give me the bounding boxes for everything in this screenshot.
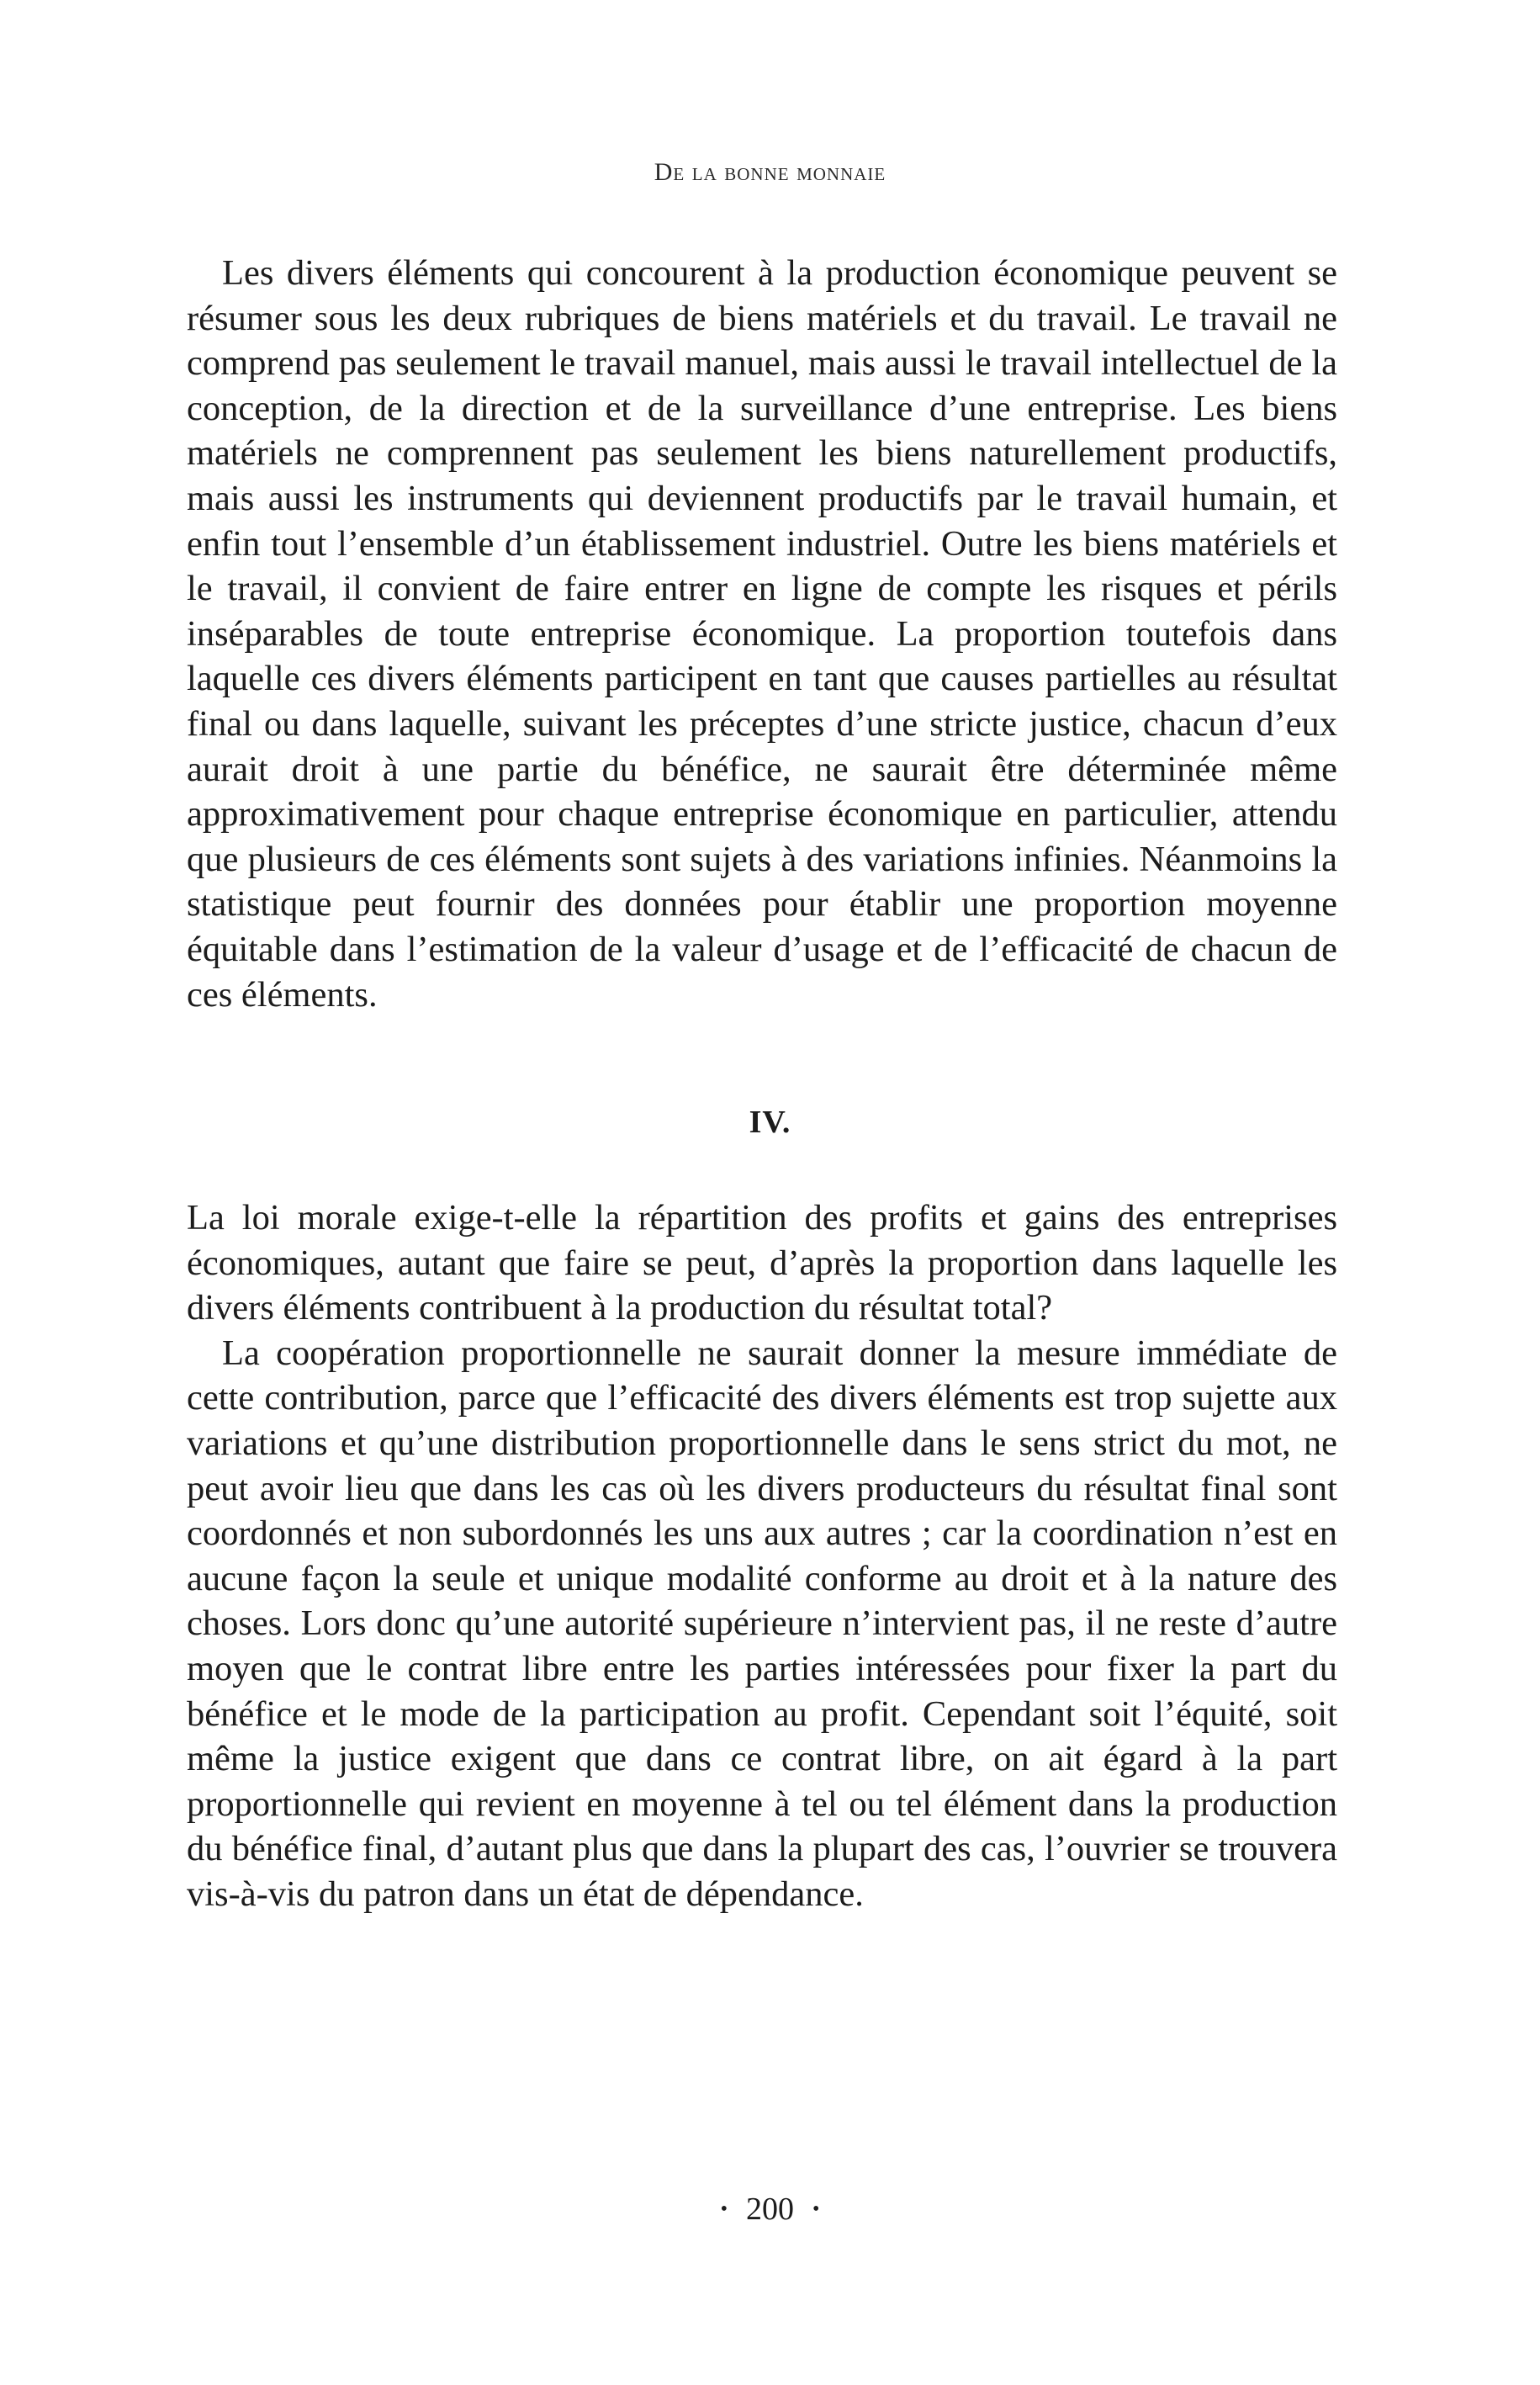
paragraph: Les divers éléments qui concourent à la production économique peuvent se résumer sous les deux rubriques de biens matériels et du travail. Le travail ne comprend pas seulement le travail manuel, mais aussi le travail intellectuel de la conception, de la direction et de la surveillance d’une entreprise. Les biens matériels ne comprennent pas seulement les biens naturellement productifs, mais aussi les instruments qui deviennent productifs par le travail humain, et enfin tout l’ensemble d’un établissement industriel. Outre les biens matériels et le travail, il convient de faire entrer en ligne de compte les risques et périls inséparables de toute entreprise économique. La proportion toutefois dans laquelle ces divers éléments participent en tant que causes partielles au résultat final ou dans laquelle, suivant les préceptes d’une stricte justice, chacun d’eux aurait droit à une partie du bénéfice, ne saurait être déterminée même approximativement pour chaque entreprise économique en particulier, attendu que plusieurs de ces éléments sont sujets à des variations infinies. Néanmoins la statistique peut fournir des données pour établir une proportion moyenne équitable dans l’estimation de la valeur d’usage et de l’efficacité de chacun de ces éléments. xyxy=(187,253,1337,1015)
page-number: 200 xyxy=(746,2192,794,2227)
running-head: De la bonne monnaie xyxy=(654,158,886,186)
section-body-second xyxy=(187,1195,1337,1917)
paragraph: La coopération proportionnelle ne saurait donner la mesure immédiate de cette contribution, parce que l’efficacité des divers éléments est trop sujette aux variations et qu’une distribution proportionnelle dans le sens strict du mot, ne peut avoir lieu que dans les cas où les divers producteurs du résultat final sont coordonnés et non subordonnés les uns aux autres ; car la coordination n’est en aucune façon la seule et unique modalité conforme au droit et à la nature des choses. Lors donc qu’une autorité supérieure n’intervient pas, il ne reste d’autre moyen que le contrat libre entre les parties intéressées pour fixer la part du bénéfice et le mode de la participation au profit. Cependant soit l’équité, soit même la justice exigent que dans ce contrat libre, on ait égard à la part proportionnelle qui revient en moyenne à tel ou tel élément dans la production du bénéfice final, d’autant plus que dans la plupart des cas, l’ouvrier se trouvera vis-à-vis du patron dans un état de dépendance. xyxy=(187,1333,1337,1914)
bullet-ornament: • xyxy=(812,2197,820,2220)
paragraph: La loi morale exige-t-elle la répartition des profits et gains des entreprises économiques, autant que faire se peut, d’après la proportion dans laquelle les divers éléments contribuent à la production du résultat total? xyxy=(187,1198,1337,1328)
section-body-first xyxy=(187,251,1337,1017)
section-heading: IV. xyxy=(749,1105,791,1140)
page-number-footer xyxy=(0,2191,1540,2228)
bullet-ornament: • xyxy=(720,2197,728,2220)
